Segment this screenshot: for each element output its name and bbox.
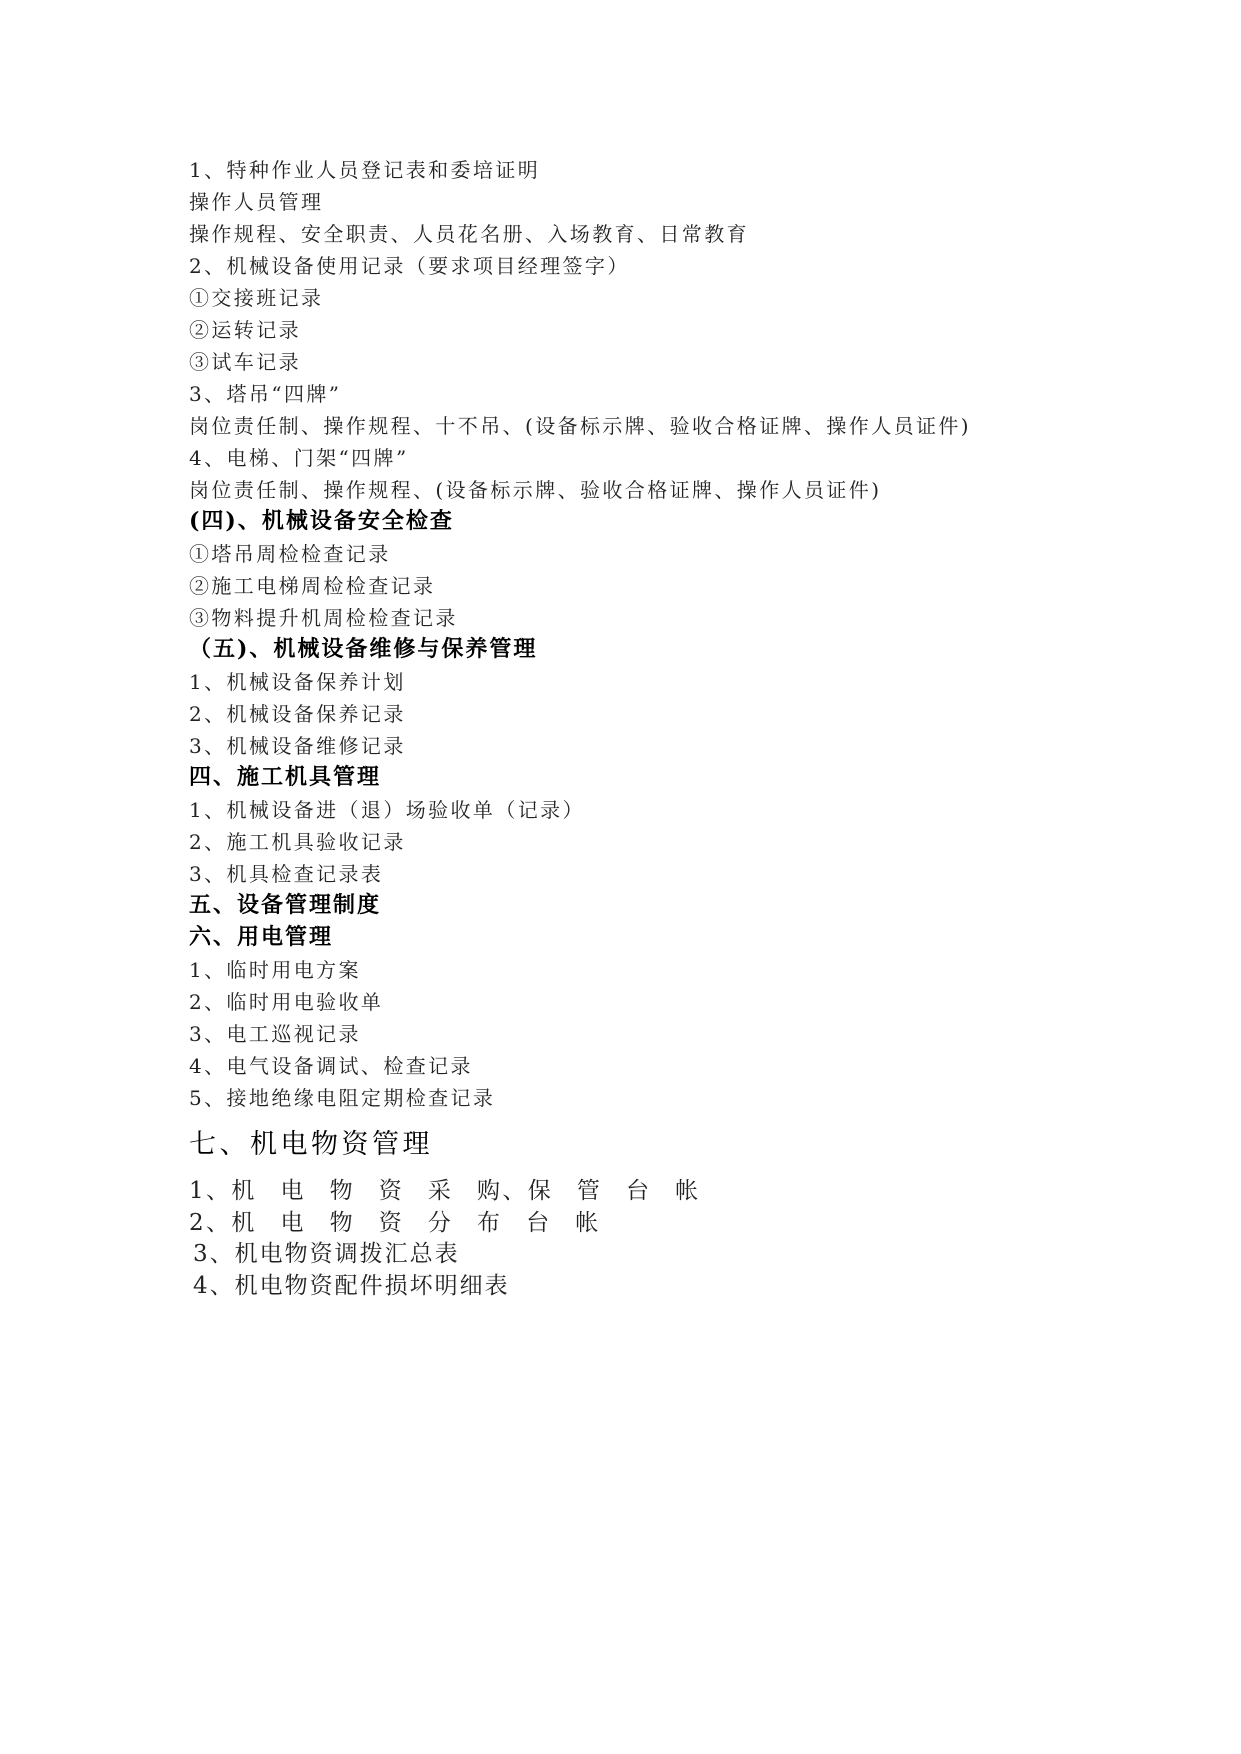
item-elevator-gantry-four-boards: 4、电梯、门架“四牌” bbox=[189, 446, 409, 470]
item-operation-record: ②运转记录 bbox=[189, 318, 301, 342]
item-equipment-entry-exit-acceptance: 1、机械设备进（退）场验收单（记录） bbox=[189, 798, 585, 822]
item-materials-distribution-ledger: 2、机 电 物 资 分 布 台 帐 bbox=[189, 1210, 601, 1236]
operator-management-contents: 操作规程、安全职责、人员花名册、入场教育、日常教育 bbox=[189, 222, 749, 246]
item-materials-parts-damage-list: 4、机电物资配件损坏明细表 bbox=[193, 1273, 510, 1299]
elevator-board-contents: 岗位责任制、操作规程、(设备标示牌、验收合格证牌、操作人员证件) bbox=[189, 478, 882, 502]
item-construction-elevator-weekly-check: ②施工电梯周检检查记录 bbox=[189, 574, 436, 598]
item-electrical-equipment-test: 4、电气设备调试、检查记录 bbox=[189, 1054, 473, 1078]
item-materials-purchase-storage-ledger: 1、机 电 物 资 采 购、保 管 台 帐 bbox=[189, 1178, 701, 1204]
item-equipment-usage-records: 2、机械设备使用记录（要求项目经理签字） bbox=[189, 254, 630, 278]
tower-crane-board-contents: 岗位责任制、操作规程、十不吊、(设备标示牌、验收合格证牌、操作人员证件) bbox=[189, 414, 972, 438]
item-shift-handover-record: ①交接班记录 bbox=[189, 286, 324, 310]
item-materials-transfer-summary: 3、机电物资调拨汇总表 bbox=[193, 1241, 460, 1267]
subheading-operator-management: 操作人员管理 bbox=[189, 190, 324, 214]
heading-equipment-safety-inspection: (四)、机械设备安全检查 bbox=[189, 508, 454, 534]
item-tower-crane-four-boards: 3、塔吊“四牌” bbox=[189, 382, 342, 406]
item-special-workers-register: 1、特种作业人员登记表和委培证明 bbox=[189, 158, 541, 182]
item-test-run-record: ③试车记录 bbox=[189, 350, 301, 374]
item-tools-inspection-table: 3、机具检查记录表 bbox=[189, 862, 384, 886]
heading-electromechanical-materials: 七、机电物资管理 bbox=[189, 1129, 433, 1160]
item-temporary-power-acceptance: 2、临时用电验收单 bbox=[189, 990, 384, 1014]
heading-equipment-management-system: 五、设备管理制度 bbox=[189, 892, 382, 918]
item-temporary-power-plan: 1、临时用电方案 bbox=[189, 958, 361, 982]
item-grounding-insulation-check: 5、接地绝缘电阻定期检查记录 bbox=[189, 1086, 496, 1110]
item-tools-acceptance-record: 2、施工机具验收记录 bbox=[189, 830, 406, 854]
item-material-hoist-weekly-check: ③物料提升机周检检查记录 bbox=[189, 606, 458, 630]
heading-construction-tools: 四、施工机具管理 bbox=[189, 764, 382, 790]
item-repair-record: 3、机械设备维修记录 bbox=[189, 734, 406, 758]
heading-electricity-management: 六、用电管理 bbox=[189, 924, 334, 950]
item-electrician-patrol-record: 3、电工巡视记录 bbox=[189, 1022, 361, 1046]
item-maintenance-plan: 1、机械设备保养计划 bbox=[189, 670, 406, 694]
item-tower-crane-weekly-check: ①塔吊周检检查记录 bbox=[189, 542, 391, 566]
heading-equipment-maintenance: （五)、机械设备维修与保养管理 bbox=[189, 636, 538, 662]
item-maintenance-record: 2、机械设备保养记录 bbox=[189, 702, 406, 726]
